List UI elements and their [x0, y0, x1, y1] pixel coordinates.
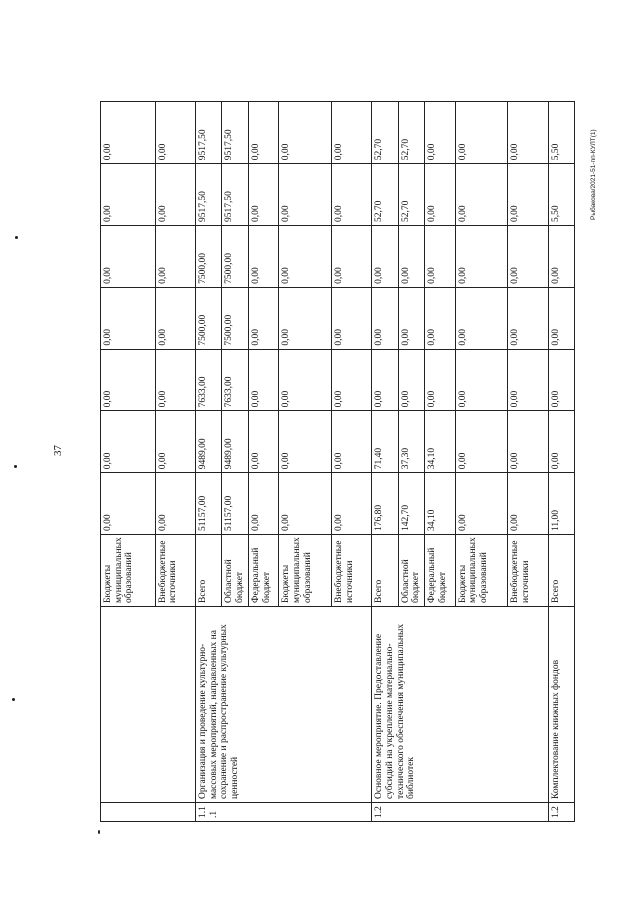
funding-source-cell: Федеральный бюджет: [248, 535, 278, 607]
scan-speck: [15, 236, 18, 239]
amount-cell: 52,70: [372, 102, 398, 164]
amount-cell: 0,00: [508, 226, 548, 288]
amount-cell: 0,00: [248, 349, 278, 411]
amount-cell: 0,00: [372, 226, 398, 288]
amount-cell: 0,00: [455, 349, 508, 411]
amount-cell: 0,00: [155, 411, 195, 473]
funding-source-cell: Бюджеты муниципальных образований: [455, 535, 508, 607]
amount-cell: 0,00: [455, 164, 508, 226]
amount-cell: 0,00: [101, 411, 156, 473]
amount-cell: 52,70: [372, 164, 398, 226]
amount-cell: 0,00: [548, 349, 574, 411]
amount-cell: 0,00: [279, 226, 332, 288]
funding-source-cell: Областной бюджет: [222, 535, 249, 607]
row-number-cell: [101, 803, 196, 822]
funding-source-cell: Внебюджетные источники: [331, 535, 371, 607]
amount-cell: 37,30: [398, 411, 425, 473]
amount-cell: 0,00: [101, 102, 156, 164]
amount-cell: 0,00: [548, 411, 574, 473]
funding-source-cell: Всего: [196, 535, 222, 607]
table-row: [101, 102, 156, 822]
amount-cell: 0,00: [248, 226, 278, 288]
amount-cell: 0,00: [425, 287, 455, 349]
amount-cell: 0,00: [508, 102, 548, 164]
amount-cell: 71,40: [372, 411, 398, 473]
amount-cell: 0,00: [455, 473, 508, 535]
amount-cell: 0,00: [248, 411, 278, 473]
amount-cell: 9517,50: [222, 102, 249, 164]
row-number-cell: 1.2: [548, 803, 574, 822]
funding-source-cell: Всего: [548, 535, 574, 607]
row-number-cell: 1.1 .1: [196, 803, 372, 822]
amount-cell: 52,70: [398, 164, 425, 226]
amount-cell: 7633,00: [222, 349, 249, 411]
document-code-footer: Рыбакова/2021-51-пп-КУЛТ(1): [590, 129, 597, 220]
amount-cell: 0,00: [398, 287, 425, 349]
amount-cell: 5,50: [548, 164, 574, 226]
amount-cell: 7500,00: [196, 226, 222, 288]
amount-cell: 0,00: [248, 473, 278, 535]
funding-source-cell: Внебюджетные источники: [508, 535, 548, 607]
funding-source-cell: Областной бюджет: [398, 535, 425, 607]
amount-cell: 142,70: [398, 473, 425, 535]
amount-cell: 0,00: [331, 349, 371, 411]
amount-cell: 0,00: [248, 287, 278, 349]
amount-cell: 0,00: [155, 287, 195, 349]
amount-cell: 9517,50: [196, 102, 222, 164]
funding-source-cell: Бюджеты муниципальных образований: [279, 535, 332, 607]
amount-cell: 0,00: [331, 102, 371, 164]
amount-cell: 0,00: [508, 473, 548, 535]
amount-cell: 0,00: [425, 226, 455, 288]
amount-cell: 0,00: [508, 349, 548, 411]
amount-cell: 7633,00: [196, 349, 222, 411]
amount-cell: 0,00: [331, 287, 371, 349]
amount-cell: 0,00: [155, 473, 195, 535]
amount-cell: 0,00: [331, 226, 371, 288]
amount-cell: 0,00: [279, 349, 332, 411]
amount-cell: 0,00: [101, 473, 156, 535]
activity-name-cell: Организация и проведение культурно-массовых мероприятий, направленных на сохранение и распространение культурных ценностей: [196, 607, 372, 803]
amount-cell: 7500,00: [222, 226, 249, 288]
amount-cell: 0,00: [155, 349, 195, 411]
funding-source-cell: Федеральный бюджет: [425, 535, 455, 607]
amount-cell: 0,00: [398, 349, 425, 411]
budget-table: [100, 101, 575, 822]
amount-cell: 0,00: [455, 226, 508, 288]
amount-cell: 0,00: [101, 226, 156, 288]
amount-cell: 51157,00: [222, 473, 249, 535]
table-body: [101, 102, 575, 822]
amount-cell: 0,00: [455, 287, 508, 349]
amount-cell: 9489,00: [196, 411, 222, 473]
table-row: [548, 102, 574, 822]
amount-cell: 0,00: [455, 102, 508, 164]
amount-cell: 5,50: [548, 102, 574, 164]
amount-cell: 0,00: [508, 287, 548, 349]
amount-cell: 0,00: [331, 164, 371, 226]
page-number: 37: [52, 445, 64, 456]
amount-cell: 0,00: [425, 164, 455, 226]
amount-cell: 0,00: [279, 411, 332, 473]
amount-cell: 0,00: [548, 287, 574, 349]
activity-name-cell: Комплектование книжных фондов: [548, 607, 574, 803]
amount-cell: 9517,50: [222, 164, 249, 226]
amount-cell: 0,00: [508, 411, 548, 473]
scan-speck: [98, 830, 100, 834]
amount-cell: 34,10: [425, 473, 455, 535]
amount-cell: 7500,00: [222, 287, 249, 349]
amount-cell: 9489,00: [222, 411, 249, 473]
amount-cell: 0,00: [455, 411, 508, 473]
budget-table-rotated: [100, 102, 575, 822]
amount-cell: 0,00: [398, 226, 425, 288]
amount-cell: 0,00: [155, 102, 195, 164]
amount-cell: 52,70: [398, 102, 425, 164]
amount-cell: 0,00: [155, 226, 195, 288]
amount-cell: 0,00: [331, 411, 371, 473]
activity-name-cell: [101, 607, 196, 803]
scan-speck: [14, 465, 17, 468]
amount-cell: 0,00: [425, 102, 455, 164]
amount-cell: 176,80: [372, 473, 398, 535]
funding-source-cell: Бюджеты муниципальных образований: [101, 535, 156, 607]
amount-cell: 11,00: [548, 473, 574, 535]
amount-cell: 0,00: [279, 164, 332, 226]
row-number-cell: 1.2: [372, 803, 548, 822]
amount-cell: 34,10: [425, 411, 455, 473]
amount-cell: 0,00: [279, 102, 332, 164]
amount-cell: 0,00: [101, 164, 156, 226]
amount-cell: 0,00: [248, 102, 278, 164]
amount-cell: 0,00: [155, 164, 195, 226]
amount-cell: 0,00: [372, 287, 398, 349]
amount-cell: 0,00: [331, 473, 371, 535]
amount-cell: 0,00: [279, 473, 332, 535]
amount-cell: 51157,00: [196, 473, 222, 535]
amount-cell: 0,00: [101, 349, 156, 411]
amount-cell: 0,00: [372, 349, 398, 411]
amount-cell: 0,00: [508, 164, 548, 226]
amount-cell: 0,00: [425, 349, 455, 411]
funding-source-cell: Всего: [372, 535, 398, 607]
amount-cell: 9517,50: [196, 164, 222, 226]
amount-cell: 0,00: [101, 287, 156, 349]
funding-source-cell: Внебюджетные источники: [155, 535, 195, 607]
amount-cell: 0,00: [279, 287, 332, 349]
table-row: [196, 102, 222, 822]
table-row: [372, 102, 398, 822]
scan-speck: [12, 698, 15, 701]
activity-name-cell: Основное мероприятие. Предоставление субсидий на укрепление материально-технического обеспечения муниципальных библиотек: [372, 607, 548, 803]
amount-cell: 0,00: [248, 164, 278, 226]
amount-cell: 0,00: [548, 226, 574, 288]
amount-cell: 7500,00: [196, 287, 222, 349]
